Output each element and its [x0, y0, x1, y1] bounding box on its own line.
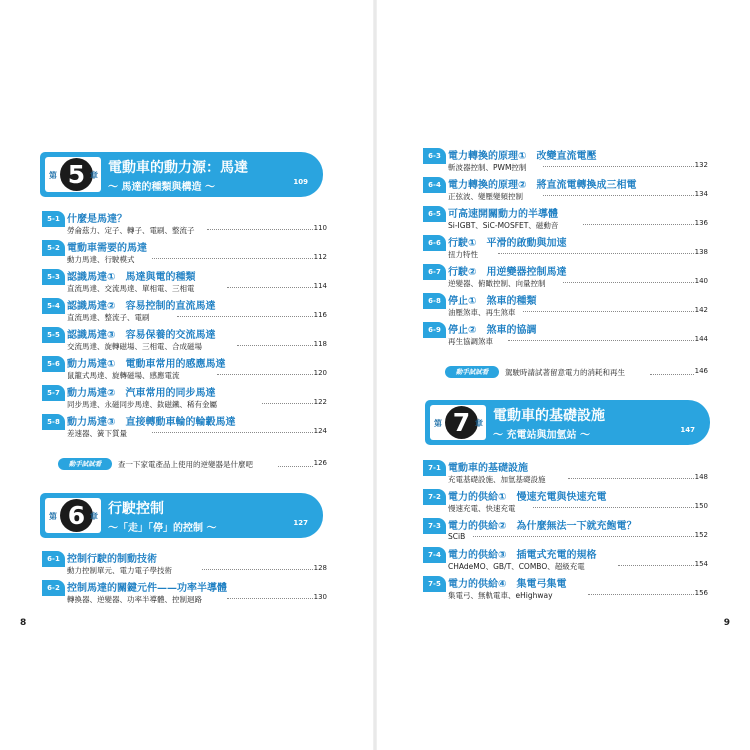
trial-badge: 動手試試看	[445, 366, 499, 378]
section-title: 電力的供給② 為什麼無法一下就充飽電？	[448, 521, 637, 532]
dot-leader	[217, 374, 313, 375]
dot-leader	[498, 253, 694, 254]
section-keywords: CHAdeMO、GB/T、COMBO、超級充電	[448, 562, 585, 571]
section-page: 148	[694, 473, 708, 481]
section-page: 134	[694, 190, 708, 198]
dot-leader	[152, 432, 313, 433]
dot-leader	[533, 507, 694, 508]
section-title: 電力轉換的原理① 改變直流電壓	[448, 151, 597, 162]
toc-entry-7-5[interactable]	[423, 575, 708, 601]
toc-entry-5-4[interactable]	[42, 297, 327, 323]
page-number-left: 8	[20, 618, 27, 628]
dot-leader	[563, 282, 694, 283]
trial-page: 126	[313, 459, 327, 467]
section-title: 控制行駛的制動技術	[67, 554, 157, 565]
section-page: 116	[313, 311, 327, 319]
dot-leader	[588, 594, 694, 595]
chapter-suffix: 章	[90, 171, 98, 180]
section-page: 154	[694, 560, 708, 568]
section-page: 110	[313, 224, 327, 232]
section-keywords: SCiB	[448, 532, 466, 541]
section-keywords: 差速器、簧下質量	[67, 429, 127, 438]
section-page: 140	[694, 277, 708, 285]
section-keywords: 直流馬達、整流子、電刷	[67, 313, 150, 322]
section-title: 停止② 煞車的協調	[448, 325, 537, 336]
dot-leader	[543, 166, 694, 167]
toc-entry-6-3[interactable]	[423, 147, 708, 173]
trial-badge: 動手試試看	[58, 458, 112, 470]
section-title: 認識馬達① 馬達與電的種類	[67, 272, 196, 283]
section-title: 認識馬達② 容易控制的直流馬達	[67, 301, 216, 312]
section-number: 6-8	[423, 293, 446, 309]
dot-leader	[227, 287, 313, 288]
chapter-suffix: 章	[475, 419, 483, 428]
section-title: 什麼是馬達？	[67, 214, 127, 225]
section-number: 5-5	[42, 327, 65, 343]
toc-entry-5-3[interactable]	[42, 268, 327, 294]
section-title: 電力的供給④ 集電弓集電	[448, 579, 567, 590]
section-page: 136	[694, 219, 708, 227]
toc-entry-5-7[interactable]	[42, 384, 327, 410]
section-number: 7-2	[423, 489, 446, 505]
section-page: 156	[694, 589, 708, 597]
section-page: 142	[694, 306, 708, 314]
section-keywords: 動力馬達、行駛模式	[67, 255, 135, 264]
section-number: 7-3	[423, 518, 446, 534]
section-keywords: 直流馬達、交流馬達、單相電、三相電	[67, 284, 195, 293]
section-title: 動力馬達③ 直接轉動車輪的輪轂馬達	[67, 417, 236, 428]
section-number: 5-1	[42, 211, 65, 227]
section-number: 6-3	[423, 148, 446, 164]
section-title: 可高速開關動力的半導體	[448, 209, 558, 220]
section-title: 電力的供給③ 插電式充電的規格	[448, 550, 597, 561]
section-number: 6-1	[42, 551, 65, 567]
section-number: 6-2	[42, 580, 65, 596]
section-keywords: 轉換器、逆變器、功率半導體、控制迴路	[67, 595, 202, 604]
section-number: 5-7	[42, 385, 65, 401]
section-number: 5-3	[42, 269, 65, 285]
dot-leader	[202, 569, 313, 570]
page-number-right: 9	[723, 618, 730, 628]
section-page: 112	[313, 253, 327, 261]
section-keywords: 充電基礎設施、加氫基礎設施	[448, 475, 546, 484]
section-page: 118	[313, 340, 327, 348]
section-keywords: 油壓煞車、再生煞車	[448, 308, 516, 317]
section-page: 124	[313, 427, 327, 435]
toc-entry-6-8[interactable]	[423, 292, 708, 318]
section-keywords: 動力控制單元、電力電子學技術	[67, 566, 172, 575]
section-keywords: 扭力特性	[448, 250, 478, 259]
chapter-number-box	[45, 157, 101, 192]
section-title: 電動車的基礎設施	[448, 463, 528, 474]
section-keywords: Si-IGBT、SiC-MOSFET、磁動音	[448, 221, 559, 230]
toc-entry-5-6[interactable]	[42, 355, 327, 381]
section-keywords: 勞侖茲力、定子、轉子、電刷、整流子	[67, 226, 195, 235]
chapter-number: 6	[60, 499, 93, 532]
toc-entry-7-4[interactable]	[423, 546, 708, 572]
section-number: 7-1	[423, 460, 446, 476]
section-keywords: 同步馬達、永磁同步馬達、釹磁鐵、稀有金屬	[67, 400, 217, 409]
section-page: 138	[694, 248, 708, 256]
toc-entry-5-8[interactable]	[42, 413, 327, 439]
section-keywords: 再生協調煞車	[448, 337, 493, 346]
toc-entry-7-1[interactable]	[423, 459, 708, 485]
toc-entry-5-2[interactable]	[42, 239, 327, 265]
section-title: 電力轉換的原理② 將直流電轉換成三相電	[448, 180, 637, 191]
chapter-6-banner	[40, 493, 323, 538]
trial-text: 查一下家電產品上使用的逆變器是什麼吧	[118, 460, 253, 469]
section-title: 認識馬達③ 容易保養的交流馬達	[67, 330, 216, 341]
chapter-page: 147	[680, 426, 695, 434]
section-title: 電力的供給① 慢速充電與快速充電	[448, 492, 607, 503]
chapter-page: 127	[293, 519, 308, 527]
toc-entry-7-2[interactable]	[423, 488, 708, 514]
dot-leader	[237, 345, 313, 346]
section-keywords: 逆變器、俯瞰控制、向量控制	[448, 279, 546, 288]
chapter-7-banner	[425, 400, 710, 445]
section-page: 150	[694, 502, 708, 510]
dot-leader	[152, 258, 313, 259]
section-title: 行駛② 用逆變器控制馬達	[448, 267, 567, 278]
right-page	[375, 0, 750, 750]
dot-leader	[568, 478, 694, 479]
section-keywords: 集電弓、無軌電車、eHighway	[448, 591, 553, 600]
chapter-suffix: 章	[90, 512, 98, 521]
dot-leader	[583, 224, 694, 225]
section-number: 6-5	[423, 206, 446, 222]
section-keywords: 鼠籠式馬達、旋轉磁場、感應電流	[67, 371, 180, 380]
section-title: 電動車需要的馬達	[67, 243, 147, 254]
dot-leader	[523, 311, 694, 312]
section-page: 120	[313, 369, 327, 377]
section-number: 5-8	[42, 414, 65, 430]
chapter-number-box	[45, 498, 101, 533]
section-keywords: 斬波器控制、PWM控制	[448, 163, 527, 172]
toc-entry-6-6[interactable]	[423, 234, 708, 260]
chapter-prefix: 第	[49, 171, 57, 180]
section-number: 6-4	[423, 177, 446, 193]
section-number: 6-6	[423, 235, 446, 251]
toc-entry-6-9[interactable]	[423, 321, 708, 347]
toc-entry-6-5[interactable]	[423, 205, 708, 231]
chapter-number: 7	[445, 406, 478, 439]
section-page: 128	[313, 564, 327, 572]
section-number: 6-9	[423, 322, 446, 338]
chapter-number-box	[430, 405, 486, 440]
dot-leader	[618, 565, 694, 566]
dot-leader	[473, 536, 694, 537]
trial-page: 146	[694, 367, 708, 375]
toc-entry-5-5[interactable]	[42, 326, 327, 352]
section-page: 122	[313, 398, 327, 406]
section-title: 停止① 煞車的種類	[448, 296, 537, 307]
section-page: 130	[313, 593, 327, 601]
chapter-title: 電動車的動力源：馬達	[108, 160, 248, 176]
section-number: 7-5	[423, 576, 446, 592]
dot-leader	[227, 598, 313, 599]
dot-leader	[543, 195, 694, 196]
chapter-title: 電動車的基礎設施	[493, 408, 605, 424]
toc-entry-7-3[interactable]	[423, 517, 708, 543]
dot-leader	[262, 403, 313, 404]
toc-entry-6-2[interactable]	[42, 579, 327, 605]
section-page: 152	[694, 531, 708, 539]
section-title: 控制馬達的關鍵元件——功率半導體	[67, 583, 227, 594]
section-number: 7-4	[423, 547, 446, 563]
toc-entry-5-1[interactable]	[42, 210, 327, 236]
section-keywords: 交流馬達、旋轉磁場、三相電、合成磁場	[67, 342, 202, 351]
section-keywords: 慢速充電、快速充電	[448, 504, 516, 513]
section-title: 行駛① 平滑的啟動與加速	[448, 238, 567, 249]
chapter-subtitle: ～ 馬達的種類與構造 ～	[108, 182, 215, 193]
toc-entry-6-7[interactable]	[423, 263, 708, 289]
chapter-5-banner	[40, 152, 323, 197]
chapter-number: 5	[60, 158, 93, 191]
toc-entry-6-1[interactable]	[42, 550, 327, 576]
section-number: 5-4	[42, 298, 65, 314]
dot-leader	[207, 229, 313, 230]
section-number: 6-7	[423, 264, 446, 280]
trial-text: 駕駛時請試著留意電力的消耗和再生	[505, 368, 625, 377]
trial-entry-chapter-5[interactable]	[58, 458, 327, 472]
chapter-title: 行駛控制	[108, 501, 164, 517]
section-keywords: 正弦波、變壓變頻控制	[448, 192, 523, 201]
section-number: 5-2	[42, 240, 65, 256]
chapter-prefix: 第	[434, 419, 442, 428]
chapter-prefix: 第	[49, 512, 57, 521]
dot-leader	[650, 374, 694, 375]
chapter-subtitle: ～「走」「停」的控制 ～	[108, 523, 217, 534]
section-number: 5-6	[42, 356, 65, 372]
section-page: 144	[694, 335, 708, 343]
dot-leader	[278, 466, 313, 467]
section-title: 動力馬達② 汽車常用的同步馬達	[67, 388, 216, 399]
dot-leader	[508, 340, 694, 341]
section-page: 114	[313, 282, 327, 290]
trial-entry-chapter-6[interactable]	[445, 366, 708, 380]
chapter-subtitle: ～ 充電站與加氫站 ～	[493, 430, 590, 441]
section-title: 動力馬達① 電動車常用的感應馬達	[67, 359, 226, 370]
chapter-page: 109	[293, 178, 308, 186]
toc-entry-6-4[interactable]	[423, 176, 708, 202]
section-page: 132	[694, 161, 708, 169]
dot-leader	[177, 316, 313, 317]
